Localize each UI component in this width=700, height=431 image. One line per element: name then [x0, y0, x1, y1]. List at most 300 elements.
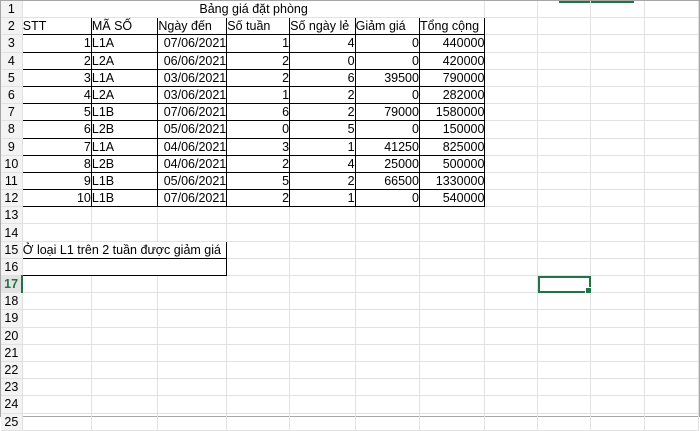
cell[interactable] [419, 396, 485, 413]
cell[interactable] [355, 413, 419, 430]
cell[interactable] [419, 413, 485, 430]
cell[interactable] [645, 276, 699, 293]
cell[interactable] [22, 224, 91, 241]
cell[interactable] [419, 258, 485, 275]
cell[interactable] [591, 396, 645, 413]
cell[interactable] [591, 52, 645, 69]
cell[interactable] [22, 344, 91, 361]
cell[interactable] [591, 379, 645, 396]
table-cell[interactable]: 4 [290, 35, 356, 52]
cell[interactable] [22, 276, 91, 293]
row-header[interactable]: 7 [1, 104, 22, 121]
cell[interactable] [290, 310, 356, 327]
cell[interactable] [591, 190, 645, 207]
table-cell[interactable]: 420000 [419, 52, 485, 69]
table-cell[interactable]: 6 [227, 104, 290, 121]
cell[interactable] [355, 379, 419, 396]
cell[interactable] [355, 293, 419, 310]
cell[interactable] [419, 224, 485, 241]
cell[interactable] [538, 327, 591, 344]
cell[interactable] [538, 138, 591, 155]
cell[interactable] [538, 1, 591, 18]
cell[interactable] [158, 379, 227, 396]
sheet-row [1, 293, 699, 310]
cell[interactable] [591, 172, 645, 189]
sheet-row [1, 104, 699, 121]
cell[interactable] [485, 52, 538, 69]
cell[interactable] [645, 396, 699, 413]
cell[interactable] [591, 121, 645, 138]
sheet-row [1, 190, 699, 207]
row-header[interactable]: 21 [1, 344, 22, 361]
cell[interactable] [645, 241, 699, 258]
table-cell[interactable]: 04/06/2021 [158, 138, 227, 155]
cell[interactable] [538, 310, 591, 327]
cell[interactable] [591, 104, 645, 121]
cell[interactable] [645, 69, 699, 86]
table-cell[interactable]: 0 [355, 121, 419, 138]
cell[interactable] [485, 310, 538, 327]
table-cell[interactable]: 0 [355, 35, 419, 52]
cell[interactable] [538, 241, 591, 258]
table-cell[interactable]: L1A [91, 69, 158, 86]
cell[interactable] [645, 207, 699, 224]
table-cell[interactable]: 10 [22, 190, 91, 207]
cell[interactable] [419, 327, 485, 344]
table-cell[interactable]: 2 [290, 86, 356, 103]
cell[interactable] [485, 138, 538, 155]
cell[interactable] [355, 327, 419, 344]
cell[interactable] [227, 361, 290, 378]
cell[interactable] [591, 1, 645, 18]
cell[interactable] [290, 207, 356, 224]
table-cell[interactable]: 2 [22, 52, 91, 69]
table-cell[interactable]: 1330000 [419, 172, 485, 189]
table-cell[interactable]: L1B [91, 190, 158, 207]
cell[interactable] [227, 413, 290, 430]
cell[interactable] [419, 276, 485, 293]
cell[interactable] [645, 327, 699, 344]
cell[interactable] [355, 361, 419, 378]
row-header[interactable]: 18 [1, 293, 22, 310]
table-cell[interactable]: L2A [91, 86, 158, 103]
cell[interactable] [419, 207, 485, 224]
cell[interactable] [538, 293, 591, 310]
table-cell[interactable]: L1A [91, 35, 158, 52]
table-cell[interactable]: 5 [227, 172, 290, 189]
table-cell[interactable]: 66500 [355, 172, 419, 189]
row-header[interactable]: 12 [1, 190, 22, 207]
row-header[interactable]: 23 [1, 379, 22, 396]
table-cell[interactable]: 440000 [419, 35, 485, 52]
table-cell[interactable]: L1B [91, 172, 158, 189]
table-cell[interactable]: 07/06/2021 [158, 35, 227, 52]
cell[interactable] [91, 396, 158, 413]
cell[interactable] [91, 327, 158, 344]
table-cell[interactable]: 05/06/2021 [158, 172, 227, 189]
table-cell[interactable]: 1 [22, 35, 91, 52]
table-cell[interactable]: 2 [290, 104, 356, 121]
cell[interactable] [290, 241, 356, 258]
cell[interactable] [290, 344, 356, 361]
table-cell[interactable]: 2 [227, 69, 290, 86]
table-cell[interactable]: 03/06/2021 [158, 86, 227, 103]
cell[interactable] [591, 69, 645, 86]
table-cell[interactable]: 5 [290, 121, 356, 138]
row-header[interactable]: 5 [1, 69, 22, 86]
cell[interactable] [227, 207, 290, 224]
table-cell[interactable]: 1580000 [419, 104, 485, 121]
cell[interactable] [355, 207, 419, 224]
sheet-row [1, 310, 699, 327]
table-cell[interactable]: 3 [22, 69, 91, 86]
cell[interactable] [227, 379, 290, 396]
cell[interactable] [485, 104, 538, 121]
cell[interactable] [591, 138, 645, 155]
cell[interactable] [591, 224, 645, 241]
cell[interactable] [538, 224, 591, 241]
table-cell[interactable]: 2 [227, 155, 290, 172]
table-cell[interactable]: 25000 [355, 155, 419, 172]
cell[interactable] [591, 241, 645, 258]
cell[interactable] [538, 52, 591, 69]
cell[interactable] [645, 344, 699, 361]
column-header-cell[interactable]: STT [22, 18, 91, 35]
table-cell[interactable]: 3 [227, 138, 290, 155]
table-cell[interactable]: 05/06/2021 [158, 121, 227, 138]
cell[interactable] [227, 258, 290, 275]
cell[interactable] [485, 18, 538, 35]
table-cell[interactable]: 5 [22, 104, 91, 121]
selected-cell[interactable] [538, 276, 591, 293]
table-cell[interactable]: 0 [227, 121, 290, 138]
table-cell[interactable]: 282000 [419, 86, 485, 103]
cell[interactable] [591, 293, 645, 310]
table-cell[interactable]: 79000 [355, 104, 419, 121]
table-cell[interactable]: 1 [227, 35, 290, 52]
table-cell[interactable]: 39500 [355, 69, 419, 86]
cell[interactable] [485, 396, 538, 413]
cell[interactable] [22, 293, 91, 310]
cell[interactable] [290, 258, 356, 275]
row-header[interactable]: 11 [1, 172, 22, 189]
cell[interactable] [485, 86, 538, 103]
cell[interactable] [485, 121, 538, 138]
cell[interactable] [538, 86, 591, 103]
table-cell[interactable]: 500000 [419, 155, 485, 172]
cell[interactable] [91, 413, 158, 430]
cell[interactable] [355, 276, 419, 293]
table-cell[interactable]: 1 [227, 86, 290, 103]
row-header[interactable]: 25 [1, 413, 22, 430]
cell[interactable] [485, 155, 538, 172]
cell[interactable] [538, 69, 591, 86]
cell[interactable] [591, 276, 645, 293]
cell[interactable] [22, 413, 91, 430]
cell[interactable] [485, 258, 538, 275]
cell[interactable] [91, 276, 158, 293]
cell[interactable] [91, 361, 158, 378]
cell[interactable] [538, 344, 591, 361]
cell[interactable] [485, 344, 538, 361]
cell[interactable] [485, 293, 538, 310]
row-header[interactable]: 8 [1, 121, 22, 138]
cell[interactable] [290, 379, 356, 396]
cell[interactable] [645, 121, 699, 138]
cell[interactable] [591, 18, 645, 35]
cell[interactable] [355, 258, 419, 275]
table-cell[interactable]: 4 [290, 155, 356, 172]
cell[interactable] [158, 327, 227, 344]
cell[interactable] [91, 224, 158, 241]
cell[interactable] [538, 18, 591, 35]
cell[interactable] [227, 241, 290, 258]
cell[interactable] [419, 379, 485, 396]
cell[interactable] [227, 327, 290, 344]
cell[interactable] [485, 1, 538, 18]
cell[interactable] [485, 69, 538, 86]
table-cell[interactable]: 0 [355, 52, 419, 69]
table-cell[interactable]: 8 [22, 155, 91, 172]
row-header[interactable]: 22 [1, 361, 22, 378]
table-cell[interactable]: L2B [91, 121, 158, 138]
cell[interactable] [538, 413, 591, 430]
cell[interactable] [591, 310, 645, 327]
table-cell[interactable]: 4 [22, 86, 91, 103]
row-header[interactable]: 6 [1, 86, 22, 103]
cell[interactable] [290, 361, 356, 378]
cell[interactable] [485, 379, 538, 396]
cell[interactable] [645, 104, 699, 121]
table-cell[interactable]: 2 [290, 172, 356, 189]
cell[interactable] [355, 241, 419, 258]
note-cell-empty[interactable] [22, 258, 227, 275]
table-cell[interactable]: 1 [290, 190, 356, 207]
table-cell[interactable]: L2B [91, 155, 158, 172]
row-header[interactable]: 10 [1, 155, 22, 172]
cell[interactable] [538, 104, 591, 121]
table-cell[interactable]: 1 [290, 138, 356, 155]
cell[interactable] [227, 224, 290, 241]
cell[interactable] [538, 155, 591, 172]
cell[interactable] [158, 344, 227, 361]
cell[interactable] [538, 361, 591, 378]
cell[interactable] [158, 361, 227, 378]
cell[interactable] [158, 207, 227, 224]
cell[interactable] [355, 224, 419, 241]
row-header[interactable]: 17 [1, 276, 22, 293]
row-header[interactable]: 15 [1, 241, 22, 258]
cell[interactable] [22, 361, 91, 378]
table-cell[interactable]: 07/06/2021 [158, 104, 227, 121]
cell[interactable] [645, 86, 699, 103]
cell[interactable] [591, 344, 645, 361]
cell[interactable] [591, 258, 645, 275]
sheet-row [1, 224, 699, 241]
cell[interactable] [227, 310, 290, 327]
sheet-row [1, 172, 699, 189]
sheet-row [1, 413, 699, 430]
table-cell[interactable]: 0 [355, 86, 419, 103]
cell[interactable] [645, 310, 699, 327]
cell[interactable] [645, 258, 699, 275]
cell[interactable] [419, 293, 485, 310]
column-header-cell[interactable]: Ngày đến [158, 18, 227, 35]
table-cell[interactable]: 0 [290, 52, 356, 69]
cell[interactable] [485, 172, 538, 189]
cell[interactable] [355, 310, 419, 327]
cell[interactable] [645, 35, 699, 52]
cell[interactable] [645, 18, 699, 35]
cell[interactable] [290, 396, 356, 413]
cell[interactable] [591, 207, 645, 224]
sheet-row [1, 86, 699, 103]
table-cell[interactable]: 825000 [419, 138, 485, 155]
cell[interactable] [355, 344, 419, 361]
cell[interactable] [645, 413, 699, 430]
cell[interactable] [158, 310, 227, 327]
row-header[interactable]: 20 [1, 327, 22, 344]
cell[interactable] [419, 241, 485, 258]
cell[interactable] [538, 190, 591, 207]
table-cell[interactable]: L1B [91, 104, 158, 121]
cell[interactable] [645, 224, 699, 241]
cell[interactable] [538, 207, 591, 224]
sheet-row [1, 344, 699, 361]
cell[interactable] [91, 379, 158, 396]
cell[interactable] [227, 344, 290, 361]
cell[interactable] [91, 293, 158, 310]
cell[interactable] [538, 121, 591, 138]
column-header-cell[interactable]: Giảm giá [355, 18, 419, 35]
cell[interactable] [591, 327, 645, 344]
cell[interactable] [645, 1, 699, 18]
cell[interactable] [645, 138, 699, 155]
cell[interactable] [645, 379, 699, 396]
row-header[interactable]: 19 [1, 310, 22, 327]
cell[interactable] [22, 379, 91, 396]
cell[interactable] [290, 413, 356, 430]
cell[interactable] [645, 293, 699, 310]
cell[interactable] [485, 241, 538, 258]
cell[interactable] [591, 413, 645, 430]
cell[interactable] [485, 224, 538, 241]
table-cell[interactable]: 9 [22, 172, 91, 189]
cell[interactable] [158, 224, 227, 241]
cell[interactable] [290, 224, 356, 241]
table-cell[interactable]: 41250 [355, 138, 419, 155]
cell[interactable] [538, 379, 591, 396]
row-header[interactable]: 4 [1, 52, 22, 69]
cell[interactable] [22, 327, 91, 344]
cell[interactable] [485, 327, 538, 344]
cell[interactable] [538, 396, 591, 413]
cell[interactable] [591, 361, 645, 378]
cell[interactable] [158, 396, 227, 413]
cell[interactable] [591, 155, 645, 172]
cell[interactable] [645, 172, 699, 189]
column-header-cell[interactable]: Số ngày lẻ [290, 18, 356, 35]
cell[interactable] [91, 310, 158, 327]
table-title[interactable]: Bảng giá đặt phòng [22, 1, 485, 18]
cell[interactable] [591, 35, 645, 52]
cell[interactable] [485, 361, 538, 378]
cell[interactable] [158, 413, 227, 430]
cell[interactable] [227, 396, 290, 413]
cell[interactable] [22, 207, 91, 224]
table-cell[interactable]: 03/06/2021 [158, 69, 227, 86]
column-header-cell[interactable]: Tổng cộng [419, 18, 485, 35]
cell[interactable] [419, 361, 485, 378]
table-cell[interactable]: 7 [22, 138, 91, 155]
row-header[interactable]: 14 [1, 224, 22, 241]
column-header-cell[interactable]: MÃ SỐ [91, 18, 158, 35]
row-header[interactable]: 1 [1, 1, 22, 18]
table-cell[interactable]: 04/06/2021 [158, 155, 227, 172]
cell[interactable] [538, 172, 591, 189]
cell[interactable] [22, 396, 91, 413]
cell[interactable] [591, 86, 645, 103]
row-header[interactable]: 13 [1, 207, 22, 224]
cell[interactable] [485, 276, 538, 293]
table-cell[interactable]: 06/06/2021 [158, 52, 227, 69]
cell[interactable] [485, 413, 538, 430]
table-cell[interactable]: L1A [91, 138, 158, 155]
cell[interactable] [645, 361, 699, 378]
row-header[interactable]: 3 [1, 35, 22, 52]
spreadsheet-grid [1, 1, 699, 431]
cell[interactable] [158, 276, 227, 293]
table-cell[interactable]: 07/06/2021 [158, 190, 227, 207]
cell[interactable] [645, 190, 699, 207]
cell[interactable] [227, 276, 290, 293]
cell[interactable] [419, 310, 485, 327]
cell[interactable] [485, 190, 538, 207]
cell[interactable] [227, 293, 290, 310]
cell[interactable] [91, 344, 158, 361]
row-header[interactable]: 16 [1, 258, 22, 275]
cell[interactable] [355, 396, 419, 413]
table-cell[interactable]: 2 [227, 190, 290, 207]
cell[interactable] [158, 293, 227, 310]
cell[interactable] [538, 258, 591, 275]
column-header-cell[interactable]: Số tuần [227, 18, 290, 35]
cell[interactable] [645, 155, 699, 172]
cell[interactable] [485, 35, 538, 52]
cell[interactable] [645, 52, 699, 69]
cell[interactable] [290, 276, 356, 293]
table-cell[interactable]: 150000 [419, 121, 485, 138]
cell[interactable] [485, 207, 538, 224]
note-cell[interactable]: Ở loại L1 trên 2 tuần được giảm giá [22, 241, 227, 258]
table-cell[interactable]: 6 [22, 121, 91, 138]
table-cell[interactable]: 540000 [419, 190, 485, 207]
table-cell[interactable]: 790000 [419, 69, 485, 86]
cell[interactable] [22, 310, 91, 327]
cell[interactable] [290, 327, 356, 344]
table-cell[interactable]: 6 [290, 69, 356, 86]
cell[interactable] [419, 344, 485, 361]
row-header[interactable]: 2 [1, 18, 22, 35]
table-cell[interactable]: 2 [227, 52, 290, 69]
cell[interactable] [91, 207, 158, 224]
row-header[interactable]: 24 [1, 396, 22, 413]
table-cell[interactable]: L2A [91, 52, 158, 69]
cell[interactable] [538, 35, 591, 52]
row-header[interactable]: 9 [1, 138, 22, 155]
cell[interactable] [290, 293, 356, 310]
table-cell[interactable]: 0 [355, 190, 419, 207]
